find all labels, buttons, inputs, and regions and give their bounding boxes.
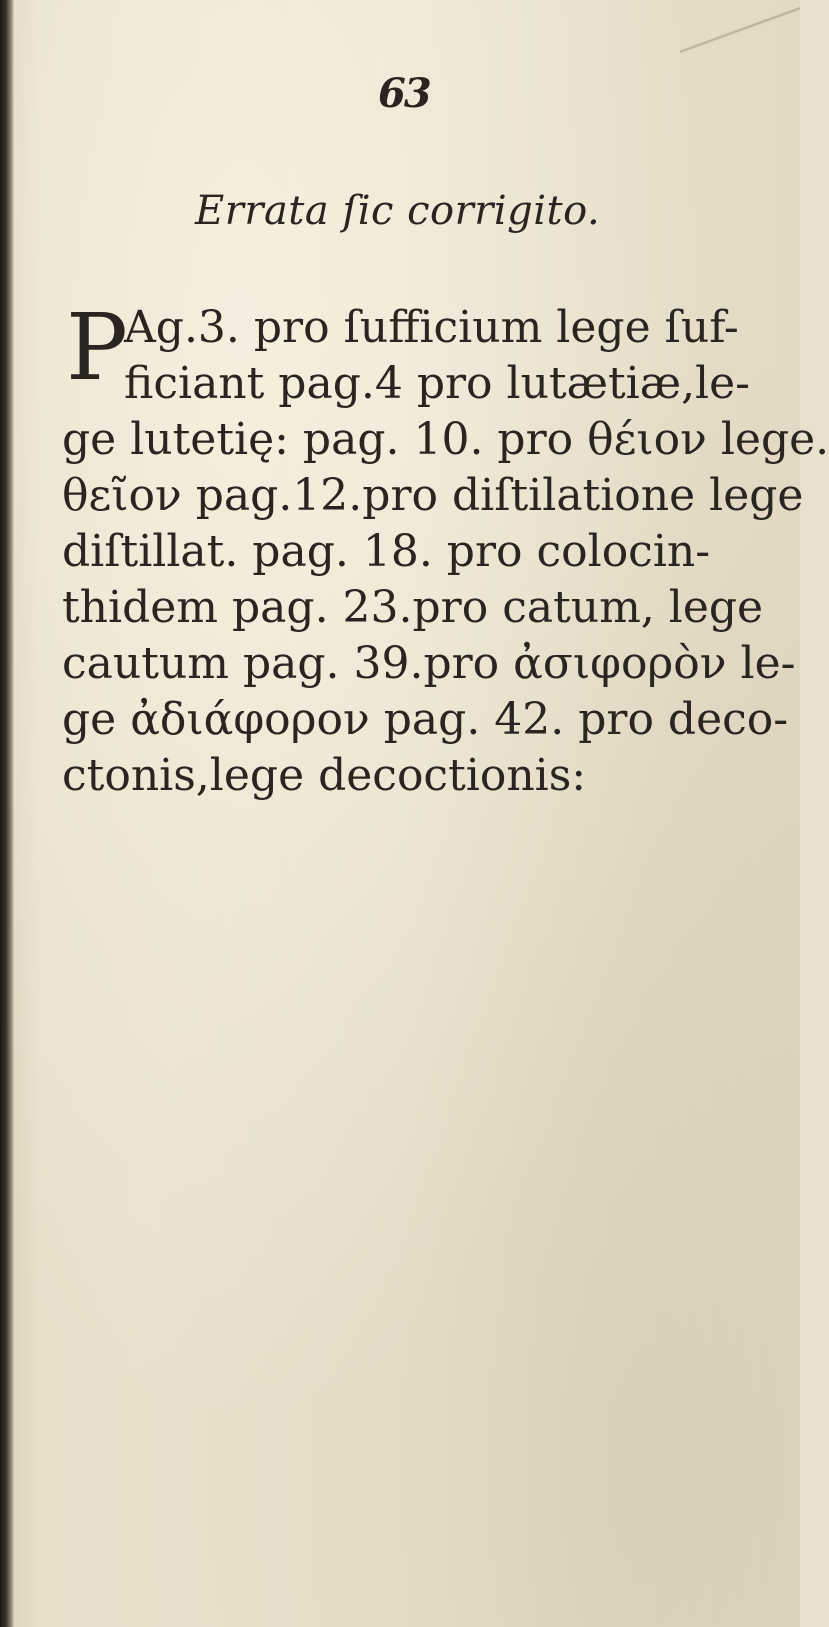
errata-line: ctonis,lege decoctionis: <box>62 750 587 801</box>
errata-line: ge lutetię: pag. 10. pro θέιον lege. <box>62 414 829 465</box>
errata-line: ge ἀδιάφορον pag. 42. pro deco- <box>62 694 789 745</box>
binding-edge <box>0 0 14 1627</box>
errata-line: thidem pag. 23.pro catum, lege <box>62 582 764 633</box>
page-fold-mark <box>680 0 800 60</box>
errata-line: cautum pag. 39.pro ἀσιφορὸν le- <box>62 638 796 689</box>
drop-cap: P <box>66 294 128 401</box>
errata-heading: Errata ſic corrigito. <box>195 188 601 234</box>
errata-text <box>62 294 829 804</box>
errata-line: ficiant pag.4 pro lutætiæ,le- <box>124 358 751 409</box>
page-number: 63 <box>378 70 430 117</box>
errata-line: θεῖον pag.12.pro diſtilatione lege <box>62 470 804 521</box>
errata-line: Ag.3. pro ſufficium lege ſuf- <box>124 302 739 353</box>
errata-line: diſtillat. pag. 18. pro colocin- <box>62 526 711 577</box>
